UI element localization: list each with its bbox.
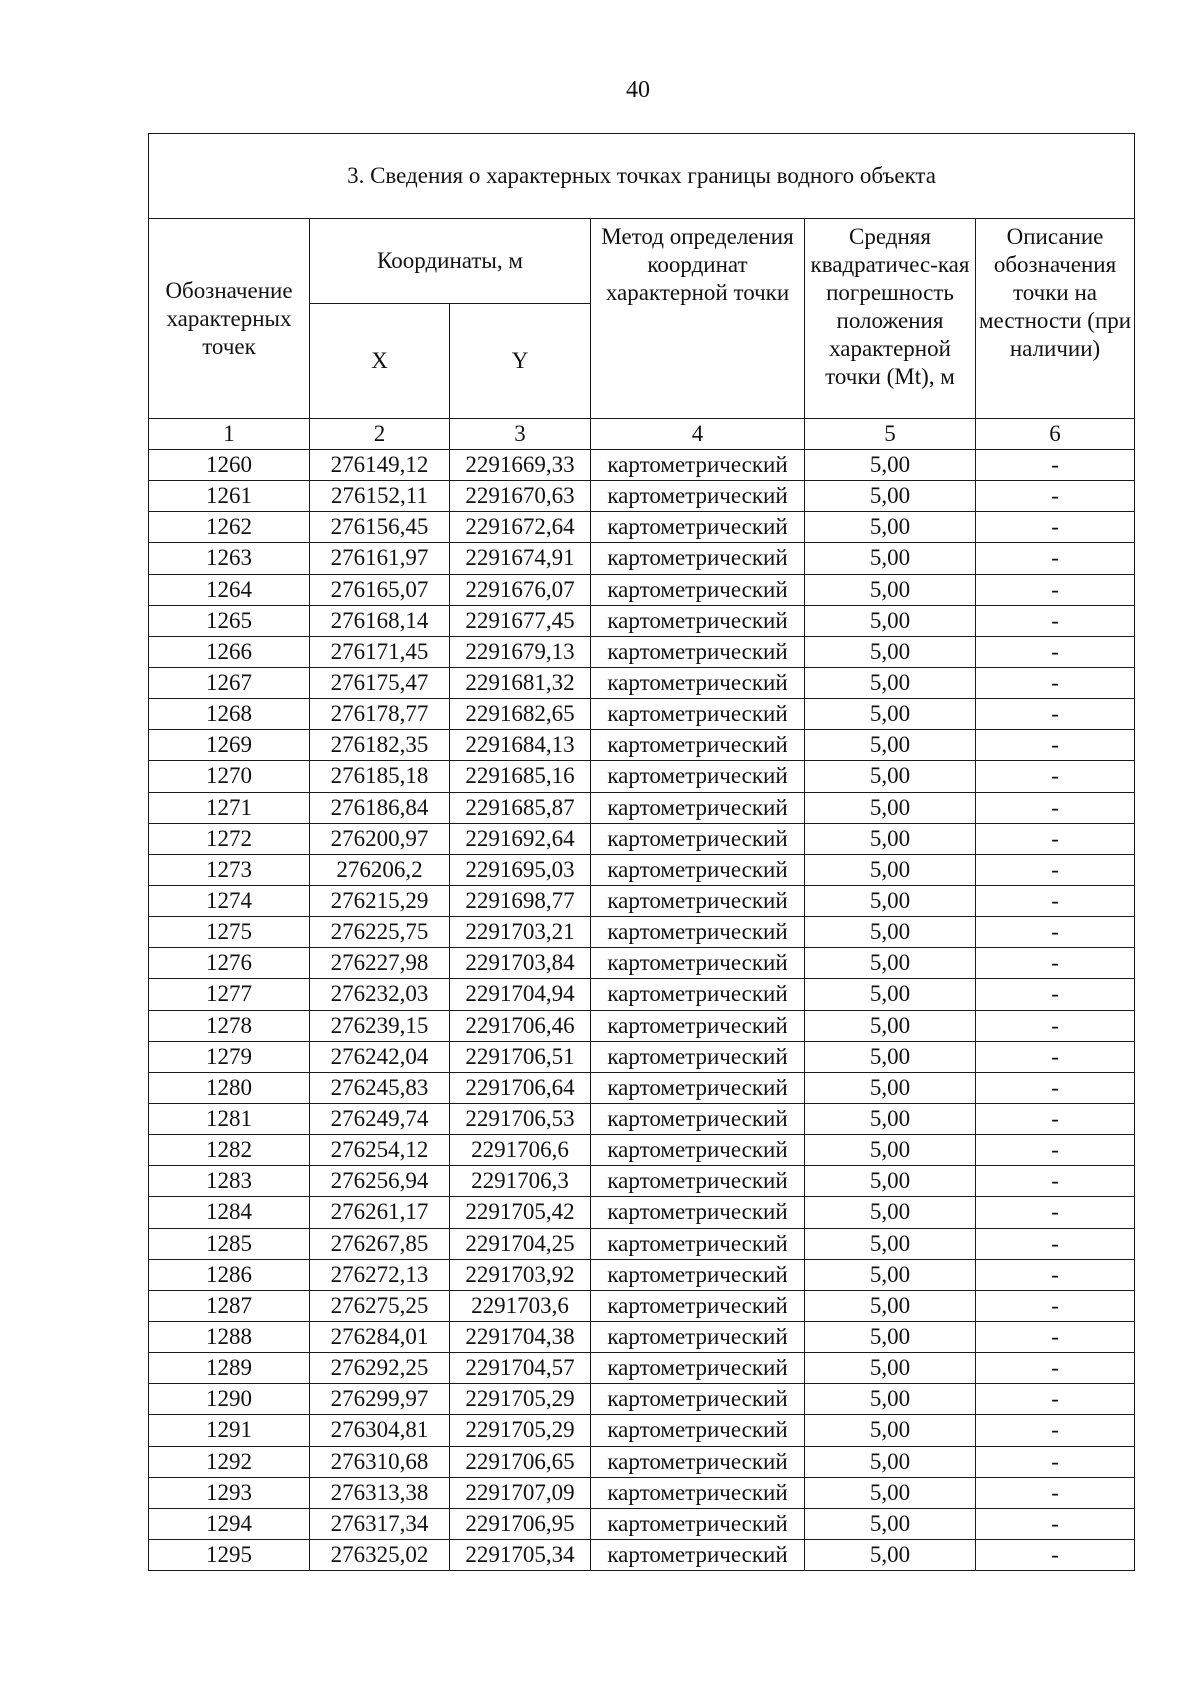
point-id-cell: 1268 (149, 699, 310, 730)
coord-x-cell: 276165,07 (310, 574, 450, 605)
method-cell: картометрический (591, 885, 805, 916)
description-cell: - (976, 1539, 1135, 1570)
accuracy-cell: 5,00 (805, 1384, 976, 1415)
coord-y-cell: 2291676,07 (450, 574, 591, 605)
description-cell: - (976, 761, 1135, 792)
accuracy-cell: 5,00 (805, 450, 976, 481)
coord-y-cell: 2291706,64 (450, 1072, 591, 1103)
description-cell: - (976, 450, 1135, 481)
description-cell: - (976, 481, 1135, 512)
coord-y-cell: 2291672,64 (450, 512, 591, 543)
accuracy-cell: 5,00 (805, 917, 976, 948)
point-id-cell: 1284 (149, 1197, 310, 1228)
coord-y-cell: 2291705,29 (450, 1384, 591, 1415)
description-cell: - (976, 605, 1135, 636)
point-id-cell: 1281 (149, 1103, 310, 1134)
description-cell: - (976, 948, 1135, 979)
coord-y-cell: 2291706,95 (450, 1508, 591, 1539)
point-id-cell: 1266 (149, 636, 310, 667)
coord-y-cell: 2291705,42 (450, 1197, 591, 1228)
description-cell: - (976, 1321, 1135, 1352)
point-id-cell: 1291 (149, 1415, 310, 1446)
accuracy-cell: 5,00 (805, 979, 976, 1010)
coord-y-cell: 2291704,25 (450, 1228, 591, 1259)
accuracy-cell: 5,00 (805, 1197, 976, 1228)
coord-y-cell: 2291674,91 (450, 543, 591, 574)
table-row (149, 1508, 1135, 1539)
description-cell: - (976, 1446, 1135, 1477)
table-row (149, 450, 1135, 481)
coord-y-cell: 2291706,65 (450, 1446, 591, 1477)
method-cell: картометрический (591, 1135, 805, 1166)
table-row (149, 761, 1135, 792)
coord-x-cell: 276242,04 (310, 1041, 450, 1072)
coord-x-cell: 276310,68 (310, 1446, 450, 1477)
table-row (149, 1539, 1135, 1570)
coord-y-cell: 2291703,21 (450, 917, 591, 948)
accuracy-cell: 5,00 (805, 481, 976, 512)
coord-y-cell: 2291703,6 (450, 1290, 591, 1321)
coord-x-cell: 276178,77 (310, 699, 450, 730)
point-id-cell: 1283 (149, 1166, 310, 1197)
description-cell: - (976, 885, 1135, 916)
accuracy-cell: 5,00 (805, 1477, 976, 1508)
coord-y-cell: 2291705,29 (450, 1415, 591, 1446)
accuracy-cell: 5,00 (805, 1290, 976, 1321)
point-id-cell: 1264 (149, 574, 310, 605)
table-row (149, 1384, 1135, 1415)
coord-y-cell: 2291703,92 (450, 1259, 591, 1290)
accuracy-cell: 5,00 (805, 512, 976, 543)
point-id-cell: 1273 (149, 854, 310, 885)
method-cell: картометрический (591, 1446, 805, 1477)
coord-x-cell: 276185,18 (310, 761, 450, 792)
point-id-cell: 1274 (149, 885, 310, 916)
coord-x-cell: 276325,02 (310, 1539, 450, 1570)
column-number: 5 (805, 419, 976, 450)
point-id-cell: 1267 (149, 667, 310, 698)
coord-y-cell: 2291707,09 (450, 1477, 591, 1508)
table-row (149, 823, 1135, 854)
column-number: 2 (310, 419, 450, 450)
point-id-cell: 1286 (149, 1259, 310, 1290)
coord-y-cell: 2291706,6 (450, 1135, 591, 1166)
description-cell: - (976, 667, 1135, 698)
description-cell: - (976, 1103, 1135, 1134)
method-cell: картометрический (591, 1508, 805, 1539)
description-cell: - (976, 543, 1135, 574)
accuracy-cell: 5,00 (805, 792, 976, 823)
accuracy-cell: 5,00 (805, 730, 976, 761)
method-cell: картометрический (591, 1010, 805, 1041)
coord-y-cell: 2291670,63 (450, 481, 591, 512)
method-cell: картометрический (591, 917, 805, 948)
coord-x-cell: 276299,97 (310, 1384, 450, 1415)
description-cell: - (976, 1415, 1135, 1446)
description-cell: - (976, 1010, 1135, 1041)
method-cell: картометрический (591, 1477, 805, 1508)
coord-y-cell: 2291705,34 (450, 1539, 591, 1570)
method-cell: картометрический (591, 948, 805, 979)
coord-y-cell: 2291684,13 (450, 730, 591, 761)
point-id-cell: 1294 (149, 1508, 310, 1539)
coord-y-cell: 2291682,65 (450, 699, 591, 730)
coord-x-cell: 276275,25 (310, 1290, 450, 1321)
method-cell: картометрический (591, 979, 805, 1010)
point-id-cell: 1271 (149, 792, 310, 823)
coord-y-cell: 2291692,64 (450, 823, 591, 854)
coord-y-cell: 2291704,94 (450, 979, 591, 1010)
point-id-cell: 1276 (149, 948, 310, 979)
table-row (149, 1446, 1135, 1477)
coord-y-cell: 2291669,33 (450, 450, 591, 481)
coord-y-cell: 2291703,84 (450, 948, 591, 979)
description-cell: - (976, 699, 1135, 730)
coord-y-cell: 2291681,32 (450, 667, 591, 698)
table-row (149, 605, 1135, 636)
coord-x-cell: 276215,29 (310, 885, 450, 916)
method-cell: картометрический (591, 854, 805, 885)
method-cell: картометрический (591, 512, 805, 543)
column-number: 6 (976, 419, 1135, 450)
table-row (149, 885, 1135, 916)
coord-x-cell: 276304,81 (310, 1415, 450, 1446)
coord-x-cell: 276272,13 (310, 1259, 450, 1290)
table-body (149, 450, 1135, 1571)
description-cell: - (976, 1228, 1135, 1259)
point-id-cell: 1279 (149, 1041, 310, 1072)
description-cell: - (976, 823, 1135, 854)
coord-x-cell: 276317,34 (310, 1508, 450, 1539)
table-row (149, 1259, 1135, 1290)
coord-x-cell: 276261,17 (310, 1197, 450, 1228)
coord-y-cell: 2291706,46 (450, 1010, 591, 1041)
accuracy-cell: 5,00 (805, 761, 976, 792)
table-row (149, 1010, 1135, 1041)
point-id-cell: 1278 (149, 1010, 310, 1041)
description-cell: - (976, 1166, 1135, 1197)
table-row (149, 1353, 1135, 1384)
coord-y-cell: 2291704,57 (450, 1353, 591, 1384)
point-id-cell: 1277 (149, 979, 310, 1010)
description-cell: - (976, 1072, 1135, 1103)
table-row (149, 1477, 1135, 1508)
point-id-cell: 1261 (149, 481, 310, 512)
coord-x-cell: 276284,01 (310, 1321, 450, 1352)
table-row (149, 1321, 1135, 1352)
method-cell: картометрический (591, 1072, 805, 1103)
method-cell: картометрический (591, 1259, 805, 1290)
point-id-cell: 1288 (149, 1321, 310, 1352)
accuracy-cell: 5,00 (805, 1072, 976, 1103)
accuracy-cell: 5,00 (805, 605, 976, 636)
point-id-cell: 1260 (149, 450, 310, 481)
description-cell: - (976, 1290, 1135, 1321)
accuracy-cell: 5,00 (805, 1010, 976, 1041)
coord-x-cell: 276267,85 (310, 1228, 450, 1259)
title-row (149, 134, 1135, 219)
coord-y-cell: 2291677,45 (450, 605, 591, 636)
table-row (149, 1415, 1135, 1446)
method-cell: картометрический (591, 636, 805, 667)
point-id-cell: 1280 (149, 1072, 310, 1103)
table-row (149, 730, 1135, 761)
coord-x-cell: 276206,2 (310, 854, 450, 885)
accuracy-cell: 5,00 (805, 1166, 976, 1197)
description-cell: - (976, 636, 1135, 667)
coord-x-cell: 276171,45 (310, 636, 450, 667)
method-cell: картометрический (591, 699, 805, 730)
column-number: 3 (450, 419, 591, 450)
table-row (149, 512, 1135, 543)
table-row (149, 699, 1135, 730)
method-cell: картометрический (591, 1197, 805, 1228)
coord-x-cell: 276254,12 (310, 1135, 450, 1166)
coord-x-cell: 276156,45 (310, 512, 450, 543)
method-cell: картометрический (591, 481, 805, 512)
description-cell: - (976, 917, 1135, 948)
header-accuracy: Средняя квадратичес-кая погрешность положения характерной точки (Mt), м (805, 219, 976, 419)
coord-x-cell: 276161,97 (310, 543, 450, 574)
point-id-cell: 1262 (149, 512, 310, 543)
header-method: Метод определения координат характерной точки (591, 219, 805, 419)
method-cell: картометрический (591, 1384, 805, 1415)
coord-y-cell: 2291695,03 (450, 854, 591, 885)
point-id-cell: 1285 (149, 1228, 310, 1259)
table-row (149, 948, 1135, 979)
description-cell: - (976, 979, 1135, 1010)
point-id-cell: 1275 (149, 917, 310, 948)
accuracy-cell: 5,00 (805, 1041, 976, 1072)
accuracy-cell: 5,00 (805, 1103, 976, 1134)
accuracy-cell: 5,00 (805, 1321, 976, 1352)
table-row (149, 481, 1135, 512)
description-cell: - (976, 1353, 1135, 1384)
table-row (149, 917, 1135, 948)
header-designation: Обозначение характерных точек (149, 219, 310, 419)
method-cell: картометрический (591, 761, 805, 792)
coord-y-cell: 2291679,13 (450, 636, 591, 667)
accuracy-cell: 5,00 (805, 1353, 976, 1384)
point-id-cell: 1289 (149, 1353, 310, 1384)
point-id-cell: 1293 (149, 1477, 310, 1508)
point-id-cell: 1270 (149, 761, 310, 792)
boundary-points-table (148, 133, 1135, 1571)
table-row (149, 667, 1135, 698)
method-cell: картометрический (591, 543, 805, 574)
point-id-cell: 1263 (149, 543, 310, 574)
column-number-row (149, 419, 1135, 450)
coord-x-cell: 276249,74 (310, 1103, 450, 1134)
accuracy-cell: 5,00 (805, 1135, 976, 1166)
coord-x-cell: 276239,15 (310, 1010, 450, 1041)
description-cell: - (976, 1041, 1135, 1072)
description-cell: - (976, 792, 1135, 823)
table-row (149, 1197, 1135, 1228)
method-cell: картометрический (591, 1228, 805, 1259)
coord-y-cell: 2291685,87 (450, 792, 591, 823)
method-cell: картометрический (591, 450, 805, 481)
description-cell: - (976, 512, 1135, 543)
accuracy-cell: 5,00 (805, 1508, 976, 1539)
description-cell: - (976, 1508, 1135, 1539)
description-cell: - (976, 730, 1135, 761)
coord-x-cell: 276200,97 (310, 823, 450, 854)
point-id-cell: 1282 (149, 1135, 310, 1166)
table-row (149, 1103, 1135, 1134)
method-cell: картометрический (591, 1321, 805, 1352)
coord-x-cell: 276149,12 (310, 450, 450, 481)
coord-x-cell: 276232,03 (310, 979, 450, 1010)
header-coordinates: Координаты, м (310, 219, 591, 304)
accuracy-cell: 5,00 (805, 885, 976, 916)
method-cell: картометрический (591, 730, 805, 761)
coord-y-cell: 2291706,53 (450, 1103, 591, 1134)
coord-y-cell: 2291704,38 (450, 1321, 591, 1352)
point-id-cell: 1269 (149, 730, 310, 761)
method-cell: картометрический (591, 823, 805, 854)
accuracy-cell: 5,00 (805, 1446, 976, 1477)
coord-x-cell: 276225,75 (310, 917, 450, 948)
coord-x-cell: 276168,14 (310, 605, 450, 636)
table-title: 3. Сведения о характерных точках границы водного объекта (149, 134, 1135, 219)
table-row (149, 1166, 1135, 1197)
method-cell: картометрический (591, 1103, 805, 1134)
table-row (149, 1135, 1135, 1166)
accuracy-cell: 5,00 (805, 667, 976, 698)
description-cell: - (976, 574, 1135, 605)
point-id-cell: 1287 (149, 1290, 310, 1321)
method-cell: картометрический (591, 1290, 805, 1321)
point-id-cell: 1292 (149, 1446, 310, 1477)
table-row (149, 1228, 1135, 1259)
description-cell: - (976, 1384, 1135, 1415)
coord-x-cell: 276182,35 (310, 730, 450, 761)
header-y: Y (450, 304, 591, 419)
page-number: 40 (626, 77, 650, 103)
accuracy-cell: 5,00 (805, 699, 976, 730)
accuracy-cell: 5,00 (805, 574, 976, 605)
coord-x-cell: 276313,38 (310, 1477, 450, 1508)
accuracy-cell: 5,00 (805, 948, 976, 979)
coord-x-cell: 276256,94 (310, 1166, 450, 1197)
description-cell: - (976, 1197, 1135, 1228)
table-row (149, 1041, 1135, 1072)
accuracy-cell: 5,00 (805, 1415, 976, 1446)
description-cell: - (976, 1135, 1135, 1166)
coord-x-cell: 276175,47 (310, 667, 450, 698)
table-row (149, 1072, 1135, 1103)
method-cell: картометрический (591, 792, 805, 823)
table-row (149, 574, 1135, 605)
coord-x-cell: 276186,84 (310, 792, 450, 823)
coord-x-cell: 276292,25 (310, 1353, 450, 1384)
table-row (149, 543, 1135, 574)
method-cell: картометрический (591, 1166, 805, 1197)
header-row-1 (149, 219, 1135, 304)
point-id-cell: 1272 (149, 823, 310, 854)
description-cell: - (976, 1259, 1135, 1290)
accuracy-cell: 5,00 (805, 854, 976, 885)
description-cell: - (976, 854, 1135, 885)
coord-y-cell: 2291706,3 (450, 1166, 591, 1197)
table-row (149, 854, 1135, 885)
method-cell: картометрический (591, 605, 805, 636)
method-cell: картометрический (591, 574, 805, 605)
table-row (149, 792, 1135, 823)
column-number: 1 (149, 419, 310, 450)
accuracy-cell: 5,00 (805, 636, 976, 667)
accuracy-cell: 5,00 (805, 1539, 976, 1570)
coord-x-cell: 276227,98 (310, 948, 450, 979)
point-id-cell: 1290 (149, 1384, 310, 1415)
description-cell: - (976, 1477, 1135, 1508)
accuracy-cell: 5,00 (805, 543, 976, 574)
accuracy-cell: 5,00 (805, 1259, 976, 1290)
table-row (149, 636, 1135, 667)
point-id-cell: 1295 (149, 1539, 310, 1570)
method-cell: картометрический (591, 1041, 805, 1072)
method-cell: картометрический (591, 1539, 805, 1570)
coord-x-cell: 276152,11 (310, 481, 450, 512)
method-cell: картометрический (591, 1353, 805, 1384)
coord-y-cell: 2291685,16 (450, 761, 591, 792)
coord-y-cell: 2291706,51 (450, 1041, 591, 1072)
table-row (149, 1290, 1135, 1321)
header-x: X (310, 304, 450, 419)
coord-x-cell: 276245,83 (310, 1072, 450, 1103)
point-id-cell: 1265 (149, 605, 310, 636)
coord-y-cell: 2291698,77 (450, 885, 591, 916)
header-description: Описание обозначения точки на местности (при наличии) (976, 219, 1135, 419)
accuracy-cell: 5,00 (805, 823, 976, 854)
column-number: 4 (591, 419, 805, 450)
method-cell: картометрический (591, 667, 805, 698)
accuracy-cell: 5,00 (805, 1228, 976, 1259)
table-row (149, 979, 1135, 1010)
method-cell: картометрический (591, 1415, 805, 1446)
